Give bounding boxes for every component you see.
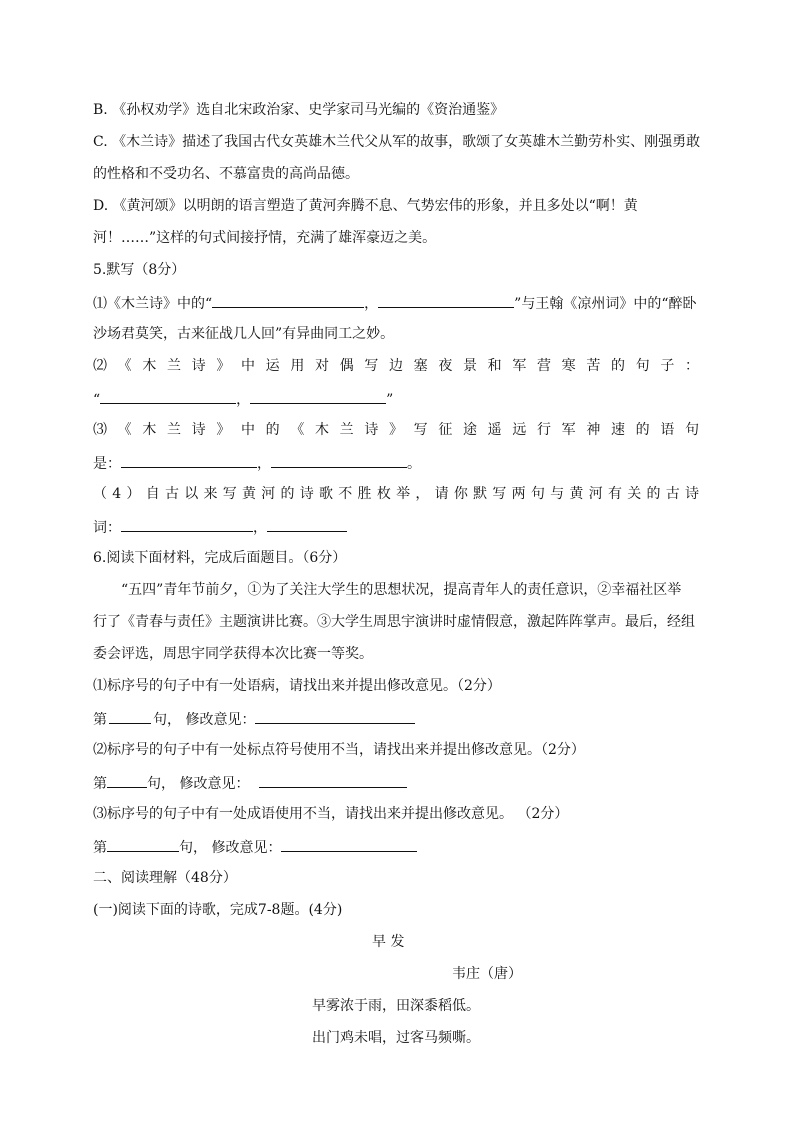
poem-title: 早 发 <box>372 934 405 950</box>
q6-sub2-answer <box>93 772 407 794</box>
q5-item2-line1: ⑵《木兰诗》中运用对偶写边塞夜景和军营寒苦的句子： <box>93 358 699 374</box>
answer-blank[interactable] <box>109 708 151 724</box>
answer-label: 句， 修改意见： <box>147 776 250 792</box>
option-d-line2: 河！……”这样的句式间接抒情，充满了雄浑豪迈之美。 <box>93 230 437 246</box>
answer-label: 句， 修改意见： <box>153 712 256 728</box>
q5-item1-sep: ， <box>364 296 379 312</box>
answer-blank[interactable] <box>121 452 257 468</box>
q6-sub2: ⑵标序号的句子中有一处标点符号使用不当，请找出来并提出修改意见。（2分） <box>93 742 585 758</box>
q5-item4-sep: ， <box>253 520 267 536</box>
option-c-line1: C. 《木兰诗》描述了我国古代女英雄木兰代父从军的故事，歌颂了女英雄木兰勤劳朴实、刚强勇敢 <box>93 134 701 150</box>
q5-item3-line1: ⑶《木兰诗》中的《木兰诗》写征途遥远行军神速的语句 <box>93 422 699 438</box>
q6-title: 6.阅读下面材料，完成后面题目。（6分） <box>93 550 347 566</box>
q5-item2-line2 <box>93 388 393 410</box>
answer-blank[interactable] <box>100 388 236 404</box>
q5-item3-prefix: 是： <box>93 456 121 472</box>
section2-sub1: (一)阅读下面的诗歌，完成7-8题。(4分) <box>93 902 343 918</box>
q6-sub3-answer <box>93 836 417 858</box>
answer-label: 第 <box>93 712 107 728</box>
q6-sub1-answer <box>93 708 415 730</box>
answer-label: 第 <box>93 776 107 792</box>
option-c-line2: 的性格和不受功名、不慕富贵的高尚品德。 <box>93 166 359 182</box>
option-d-line1: D. 《黄河颂》以明朗的语言塑造了黄河奔腾不息、气势宏伟的形象，并且多处以“啊！黄 <box>93 198 638 214</box>
q6-sub1: ⑴标序号的句子中有一处语病，请找出来并提出修改意见。（2分） <box>93 678 501 694</box>
q5-item1-prefix: ⑴《木兰诗》中的“ <box>93 296 213 312</box>
q5-title: 5.默写（8分） <box>93 262 186 278</box>
answer-blank[interactable] <box>378 292 514 308</box>
q6-sub3: ⑶标序号的句子中有一处成语使用不当，请找出来并提出修改意见。 （2分） <box>93 806 569 822</box>
q6-material-line2: 行了《青春与责任》主题演讲比赛。③大学生周思宇演讲时虚情假意，激起阵阵掌声。最后，经组 <box>93 614 695 630</box>
answer-blank[interactable] <box>259 772 407 788</box>
q5-item2-close-quote: ” <box>386 392 394 408</box>
answer-blank[interactable] <box>107 836 179 852</box>
poem-author: 韦庄（唐） <box>452 966 522 982</box>
q5-item2-open-quote: “ <box>93 392 101 408</box>
answer-label: 第 <box>93 840 107 856</box>
answer-label: 句， 修改意见： <box>179 840 282 856</box>
answer-blank[interactable] <box>212 292 364 308</box>
q5-item3-end: 。 <box>407 456 421 472</box>
q5-item2-sep: ， <box>236 392 251 408</box>
answer-blank[interactable] <box>121 516 253 532</box>
option-b: B. 《孙权劝学》选自北宋政治家、史学家司马光编的《资治通鉴》 <box>93 102 505 118</box>
poem-line1: 早雾浓于雨，田深黍稻低。 <box>312 998 480 1014</box>
poem-line2: 出门鸡未唱，过客马频嘶。 <box>312 1030 480 1046</box>
answer-blank[interactable] <box>271 452 407 468</box>
q5-item1-line2: 沙场君莫笑，古来征战几人回”有异曲同工之妙。 <box>93 326 395 342</box>
q5-item4-prefix: 词： <box>93 520 121 536</box>
q5-item1-suffix: ”与王翰《凉州词》中的“醉卧 <box>514 296 697 312</box>
answer-blank[interactable] <box>107 772 147 788</box>
q5-item4-line1: （4）自古以来写黄河的诗歌不胜枚举，请你默写两句与黄河有关的古诗 <box>93 486 699 502</box>
answer-blank[interactable] <box>250 388 386 404</box>
q5-item1-line1 <box>93 292 697 314</box>
q6-material-line3: 委会评选，周思宇同学获得本次比赛一等奖。 <box>93 646 373 662</box>
q6-material-line1: “五四”青年节前夕，①为了关注大学生的思想状况，提高青年人的责任意识，②幸福社区举 <box>121 582 682 598</box>
q5-item4-line2 <box>93 516 347 538</box>
answer-blank[interactable] <box>255 708 415 724</box>
answer-blank[interactable] <box>281 836 417 852</box>
q5-item3-line2 <box>93 452 421 474</box>
section2-title: 二、阅读理解（48分） <box>93 870 237 886</box>
answer-blank[interactable] <box>267 516 347 532</box>
q5-item3-sep: ， <box>257 456 271 472</box>
